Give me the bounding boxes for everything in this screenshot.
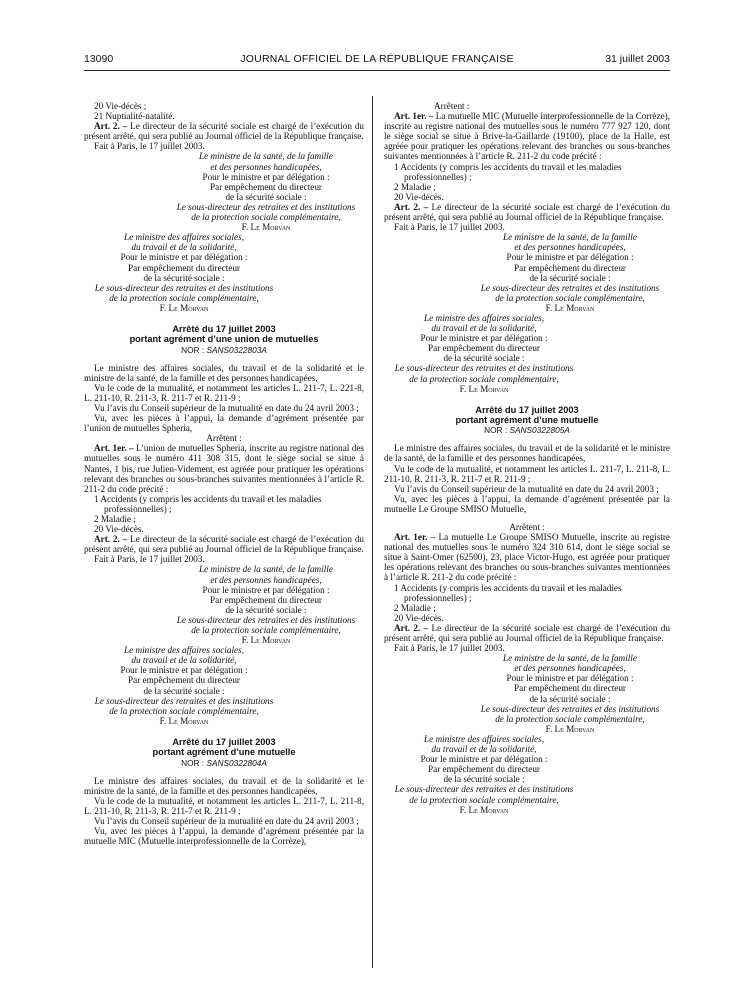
column-divider bbox=[372, 96, 373, 968]
article-label: Art. 1er. – bbox=[94, 443, 134, 454]
sig-line: de la sécurité sociale : bbox=[225, 604, 307, 615]
sig-line: Pour le ministre et par délégation : bbox=[506, 673, 634, 684]
list-item: 20 Vie-décès ; bbox=[94, 101, 147, 111]
signatory-name: F. Le Morvan bbox=[241, 222, 291, 233]
list-item: 2 Maladie ; bbox=[394, 181, 436, 192]
fait-line: Fait à Paris, le 17 juillet 2003. bbox=[94, 554, 205, 565]
nor-label: NOR : bbox=[181, 344, 205, 355]
preamble: Le ministre des affaires sociales, du travail et de la solidarité et le ministre de la santé, de la famille et des personnes handicapées, bbox=[84, 775, 364, 796]
article-1 bbox=[84, 443, 364, 493]
sig-line: Le ministre de la santé, de la famille bbox=[199, 564, 333, 575]
header-rule bbox=[84, 70, 670, 71]
visa: Vu l’avis du Conseil supérieur de la mutualité en date du 24 avril 2003 ; bbox=[94, 815, 359, 826]
sig-line: Le ministre de la santé, de la famille bbox=[503, 653, 637, 664]
sig-line: de la protection sociale complémentaire, bbox=[191, 212, 341, 223]
sig-line: du travail et de la solidarité, bbox=[431, 323, 537, 334]
signatory-name: F. Le Morvan bbox=[459, 383, 509, 394]
article-label: Art. 1er. – bbox=[394, 111, 434, 122]
sig-line: Pour le ministre et par délégation : bbox=[420, 333, 548, 344]
list-item: 20 Vie-décès. bbox=[394, 191, 444, 202]
sig-line: Pour le ministre et par délégation : bbox=[120, 665, 248, 676]
sig-line: et des personnes handicapées, bbox=[210, 574, 322, 585]
article-text: La mutuelle MIC (Mutuelle interprofessionnelle de la Corrèze), inscrite au registre national des mutuelles sous le numéro 777 927 120, dont le siège social se situe à Brive-la-Gaillarde (19100), place de la Halle, est agréée pour pratiquer les opérations relevant des branches ou sous-branches suivantes mentionnées à l’article R. 211-2 du code précité : bbox=[384, 111, 671, 162]
sig-line: du travail et de la solidarité, bbox=[131, 655, 237, 666]
sig-line: Pour le ministre et par délégation : bbox=[202, 171, 330, 182]
sig-line: de la protection sociale complémentaire, bbox=[495, 713, 645, 724]
sig-line: Le ministre des affaires sociales, bbox=[123, 232, 245, 243]
issue-date: 31 juillet 2003 bbox=[605, 53, 670, 65]
visa: Vu le code de la mutualité, et notamment les articles L. 211-7, L. 211-8, L. 211-10, R. 211-3, R. 211-7 et R. 211-9 ; bbox=[384, 463, 670, 484]
sig-line: de la sécurité sociale : bbox=[443, 353, 525, 364]
signature-block bbox=[168, 151, 364, 232]
decree-subtitle: portant agrément d’une mutuelle bbox=[152, 746, 296, 757]
nor-reference bbox=[84, 345, 364, 355]
decree-title: Arrêté du 17 juillet 2003 bbox=[475, 404, 579, 415]
article-text: L’union de mutuelles Spheria, inscrite au registre national des mutuelles sous le numéro 411 308 315, dont le siège social se situe à Nantes, 1 bis, rue Julien-Videment, est agréée pour pratiquer les opérations relevant des branches ou sous-branches suivantes mentionnées à l’article R. 211-2 du code précité : bbox=[84, 443, 364, 494]
list-item: 20 Vie-décès. bbox=[94, 524, 144, 535]
sig-line: Par empêchement du directeur bbox=[210, 594, 322, 605]
sig-line: de la protection sociale complémentaire, bbox=[409, 373, 559, 384]
signatory-name: F. Le Morvan bbox=[545, 302, 595, 313]
list-item: 2 Maladie ; bbox=[94, 513, 136, 524]
article-label: Art. 1er. – bbox=[394, 532, 436, 543]
sig-line: de la sécurité sociale : bbox=[143, 685, 225, 696]
nor-code: SANS0322804A bbox=[206, 757, 267, 768]
sig-line: Par empêchement du directeur bbox=[128, 675, 240, 686]
sig-line: de la protection sociale complémentaire, bbox=[495, 292, 645, 303]
visa: Vu, avec les pièces à l’appui, la demande d’agrément présentée par la mutuelle MIC (Mutuelle interprofessionnelle de la Corrèze), bbox=[84, 826, 364, 847]
signature-block bbox=[84, 232, 284, 313]
sig-line: Par empêchement du directeur bbox=[514, 262, 626, 273]
article-text: Le directeur de la sécurité sociale est chargé de l’exécution du présent arrêté, qui sera publié au Journal officiel de la République française. bbox=[384, 201, 670, 223]
sig-line: Pour le ministre et par délégation : bbox=[420, 754, 548, 765]
sig-line: Le ministre des affaires sociales, bbox=[423, 312, 545, 323]
sig-line: de la sécurité sociale : bbox=[225, 191, 307, 202]
article-label: Art. 2. – bbox=[94, 534, 128, 545]
sig-line: Le sous-directeur des retraites et des institutions bbox=[480, 282, 660, 293]
sig-line: Par empêchement du directeur bbox=[428, 764, 540, 775]
sig-line: de la sécurité sociale : bbox=[443, 774, 525, 785]
sig-line: Le sous-directeur des retraites et des institutions bbox=[176, 201, 356, 212]
sig-line: Le ministre de la santé, de la famille bbox=[199, 151, 333, 162]
article-2 bbox=[384, 202, 670, 222]
sig-line: de la protection sociale complémentaire, bbox=[409, 794, 559, 805]
sig-line: et des personnes handicapées, bbox=[514, 242, 626, 253]
signatory-name: F. Le Morvan bbox=[159, 302, 209, 313]
list-item: 21 Nuptialité-natalité. bbox=[94, 111, 175, 122]
signature-block bbox=[470, 232, 670, 313]
sig-line: Le ministre de la santé, de la famille bbox=[503, 232, 637, 243]
sig-line: Le sous-directeur des retraites et des institutions bbox=[394, 784, 574, 795]
sig-line: et des personnes handicapées, bbox=[514, 663, 626, 674]
nor-label: NOR : bbox=[181, 757, 205, 768]
signatory-name: F. Le Morvan bbox=[241, 635, 291, 646]
signature-block bbox=[168, 564, 364, 645]
list-item: 20 Vie-décès. bbox=[394, 612, 444, 623]
list-item: 1 Accidents (y compris les accidents du travail et les maladies professionnelles) ; bbox=[394, 582, 622, 603]
fait-line: Fait à Paris, le 17 juillet 2003. bbox=[394, 643, 505, 654]
visa: Vu le code de la mutualité, et notamment les articles L. 211-7, L. 221-8, L. 211-10, R. 211-3, R. 211-7 et R. 211-9 ; bbox=[84, 382, 364, 403]
article-text: Le directeur de la sécurité sociale est chargé de l’exécution du présent arrêté, qui sera publié au Journal officiel de la République française. bbox=[84, 121, 365, 142]
sig-line: de la sécurité sociale : bbox=[529, 272, 611, 283]
decree-title: Arrêté du 17 juillet 2003 bbox=[172, 736, 276, 747]
signature-block bbox=[384, 734, 584, 815]
sig-line: Pour le ministre et par délégation : bbox=[202, 584, 330, 595]
signatory-name: F. Le Morvan bbox=[545, 723, 595, 734]
visa: Vu l’avis du Conseil supérieur de la mutualité en date du 24 avril 2003 ; bbox=[394, 483, 659, 494]
sig-line: du travail et de la solidarité, bbox=[131, 242, 237, 253]
sig-line: Par empêchement du directeur bbox=[128, 262, 240, 273]
fait-line: Fait à Paris, le 17 juillet 2003. bbox=[394, 222, 505, 233]
article-label: Art. 2. – bbox=[94, 121, 128, 132]
sig-line: Pour le ministre et par délégation : bbox=[506, 252, 634, 263]
decree-title: Arrêté du 17 juillet 2003 bbox=[172, 323, 276, 334]
sig-line: de la protection sociale complémentaire, bbox=[191, 625, 341, 635]
article-text: Le directeur de la sécurité sociale est chargé de l’exécution du présent arrêté, qui sera publié au Journal officiel de la République française. bbox=[384, 622, 670, 643]
page-number: 13090 bbox=[84, 53, 114, 65]
sig-line: de la protection sociale complémentaire, bbox=[109, 705, 259, 716]
journal-title: JOURNAL OFFICIEL DE LA RÉPUBLIQUE FRANÇAISE bbox=[240, 53, 514, 65]
article-2 bbox=[384, 623, 670, 643]
sig-line: de la sécurité sociale : bbox=[529, 693, 611, 704]
preamble: Le ministre des affaires sociales, du travail et de la solidarité et le ministre de la santé, de la famille et des personnes handicapées, bbox=[384, 443, 670, 464]
visa: Vu, avec les pièces à l’appui, la demande d’agrément présentée par la mutuelle Le Groupe SMISO Mutuelle, bbox=[384, 493, 670, 514]
list-item: 1 Accidents (y compris les accidents du travail et les maladies professionnelles) ; bbox=[94, 493, 322, 514]
arretent: Arrêtent : bbox=[434, 101, 470, 111]
sig-line: Par empêchement du directeur bbox=[210, 181, 322, 192]
sig-line: Par empêchement du directeur bbox=[514, 683, 626, 694]
sig-line: de la protection sociale complémentaire, bbox=[109, 292, 259, 303]
nor-reference bbox=[84, 758, 364, 768]
article-label: Art. 2. – bbox=[394, 622, 429, 633]
sig-line: Pour le ministre et par délégation : bbox=[120, 252, 248, 263]
article-2 bbox=[84, 121, 364, 141]
sig-line: Le sous-directeur des retraites et des institutions bbox=[94, 282, 274, 293]
sig-line: Le sous-directeur des retraites et des institutions bbox=[480, 703, 660, 714]
fait-line: Fait à Paris, le 17 juillet 2003. bbox=[94, 141, 205, 152]
preamble: Le ministre des affaires sociales, du travail et de la solidarité et le ministre de la santé, de la famille et des personnes handicapées, bbox=[84, 362, 364, 383]
left-column bbox=[84, 101, 364, 846]
article-1 bbox=[384, 532, 670, 582]
visa: Vu, avec les pièces à l’appui, la demande d’agrément présentée par l’union de mutuelles Spheria, bbox=[84, 413, 364, 434]
list-item: 2 Maladie ; bbox=[394, 602, 436, 613]
sig-line: Le sous-directeur des retraites et des institutions bbox=[176, 614, 356, 625]
article-text: Le directeur de la sécurité sociale est chargé de l’exécution du présent arrêté, qui sera publié au Journal officiel de la République française. bbox=[84, 534, 365, 555]
arretent: Arrêtent : bbox=[206, 433, 242, 444]
decree-subtitle: portant agrément d’une mutuelle bbox=[455, 414, 599, 425]
article-label: Art. 2. – bbox=[394, 201, 429, 212]
signature-block bbox=[384, 313, 584, 394]
visa: Vu le code de la mutualité, et notamment les articles L. 211-7, L. 211-8, L. 211-10, R. 211-3, R. 211-7 et R. 211-9 ; bbox=[84, 795, 364, 816]
nor-reference bbox=[384, 425, 670, 435]
sig-line: du travail et de la solidarité, bbox=[431, 744, 537, 755]
signature-block bbox=[84, 645, 284, 726]
signature-block bbox=[470, 653, 670, 734]
sig-line: de la sécurité sociale : bbox=[143, 272, 225, 283]
list-item: 1 Accidents (y compris les accidents du travail et les maladies professionnelles) ; bbox=[394, 161, 622, 182]
decree-subtitle: portant agrément d’une union de mutuelles bbox=[129, 333, 319, 344]
article-1 bbox=[384, 111, 670, 161]
right-column bbox=[384, 101, 670, 815]
sig-line: Par empêchement du directeur bbox=[428, 343, 540, 354]
sig-line: Le ministre des affaires sociales, bbox=[423, 733, 545, 744]
visa: Vu l’avis du Conseil supérieur de la mutualité en date du 24 avril 2003 ; bbox=[94, 402, 359, 413]
arretent: Arrêtent : bbox=[509, 521, 545, 532]
nor-label: NOR : bbox=[484, 425, 508, 436]
sig-line: Le sous-directeur des retraites et des institutions bbox=[394, 363, 574, 374]
sig-line: et des personnes handicapées, bbox=[210, 161, 322, 172]
nor-code: SANS0322803A bbox=[206, 344, 267, 355]
sig-line: Le sous-directeur des retraites et des institutions bbox=[94, 695, 274, 706]
signatory-name: F. Le Morvan bbox=[459, 804, 509, 815]
sig-line: Le ministre des affaires sociales, bbox=[123, 645, 245, 656]
article-text: La mutuelle Le Groupe SMISO Mutuelle, inscrite au registre national des mutuelles sous le numéro 324 310 614, dont le siège social se situe à Saint-Omer (62500), 23, place Victor-Hugo, est agréée pour pratiquer les opérations relevant des branches ou sous-branches suivantes mentionnées à l’article R. 211-2 du code précité : bbox=[384, 532, 670, 583]
article-2 bbox=[84, 534, 364, 554]
signatory-name: F. Le Morvan bbox=[159, 715, 209, 726]
page-header bbox=[84, 53, 670, 69]
nor-code: SANS0322805A bbox=[509, 425, 570, 436]
